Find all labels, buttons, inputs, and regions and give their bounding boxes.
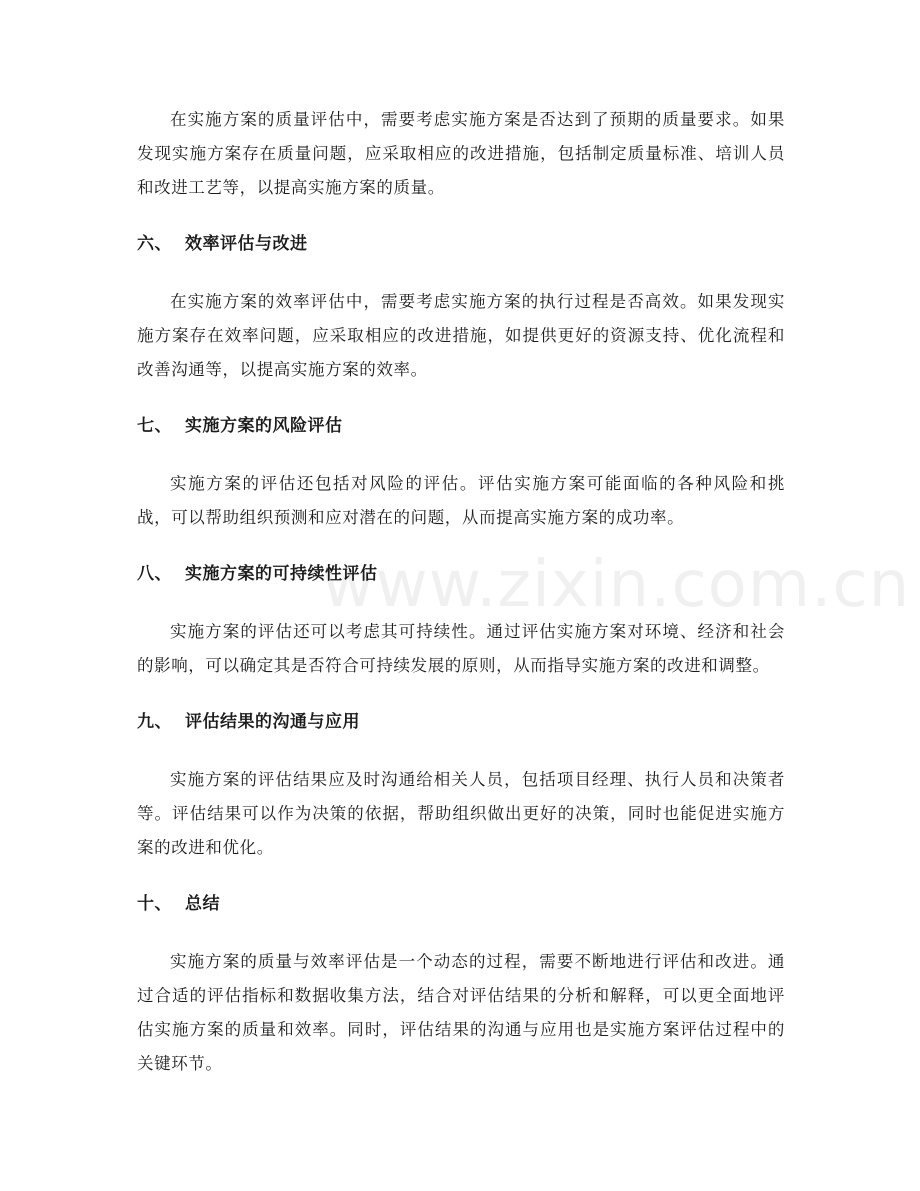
section-number: 九、 — [137, 712, 172, 732]
paragraph-quality-assessment: 在实施方案的质量评估中，需要考虑实施方案是否达到了预期的质量要求。如果发现实施方案存在质量问题，应采取相应的改进措施，包括制定质量标准、培训人员和改进工艺等，以提高实施方案的质量。 — [137, 110, 785, 197]
section-title: 总结 — [185, 894, 220, 914]
section-heading-7 — [137, 409, 785, 443]
section-heading-10 — [137, 887, 785, 921]
paragraph-communication: 实施方案的评估结果应及时沟通给相关人员，包括项目经理、执行人员和决策者等。评估结果可以作为决策的依据，帮助组织做出更好的决策，同时也能促进实施方案的改进和优化。 — [137, 770, 785, 857]
section-title: 实施方案的风险评估 — [185, 416, 343, 436]
section-number: 十、 — [137, 894, 172, 914]
document-body — [137, 103, 785, 1081]
paragraph-summary: 实施方案的质量与效率评估是一个动态的过程，需要不断地进行评估和改进。通过合适的评估指标和数据收集方法，结合对评估结果的分析和解释，可以更全面地评估实施方案的质量和效率。同时，评估结果的沟通与应用也是实施方案评估过程中的关键环节。 — [137, 952, 785, 1073]
section-number: 七、 — [137, 416, 172, 436]
section-number: 六、 — [137, 234, 172, 254]
paragraph-efficiency: 在实施方案的效率评估中，需要考虑实施方案的执行过程是否高效。如果发现实施方案存在效率问题，应采取相应的改进措施，如提供更好的资源支持、优化流程和改善沟通等，以提高实施方案的效率。 — [137, 292, 785, 379]
section-title: 实施方案的可持续性评估 — [185, 564, 378, 584]
paragraph-risk: 实施方案的评估还包括对风险的评估。评估实施方案可能面临的各种风险和挑战，可以帮助组织预测和应对潜在的问题，从而提高实施方案的成功率。 — [137, 474, 785, 527]
section-title: 效率评估与改进 — [185, 234, 308, 254]
paragraph-sustainability: 实施方案的评估还可以考虑其可持续性。通过评估实施方案对环境、经济和社会的影响，可以确定其是否符合可持续发展的原则，从而指导实施方案的改进和调整。 — [137, 622, 785, 675]
section-heading-8 — [137, 557, 785, 591]
watermark: www.zixin.com.cn — [322, 548, 911, 622]
section-title: 评估结果的沟通与应用 — [185, 712, 360, 732]
section-heading-6 — [137, 227, 785, 261]
section-heading-9 — [137, 705, 785, 739]
section-number: 八、 — [137, 564, 172, 584]
